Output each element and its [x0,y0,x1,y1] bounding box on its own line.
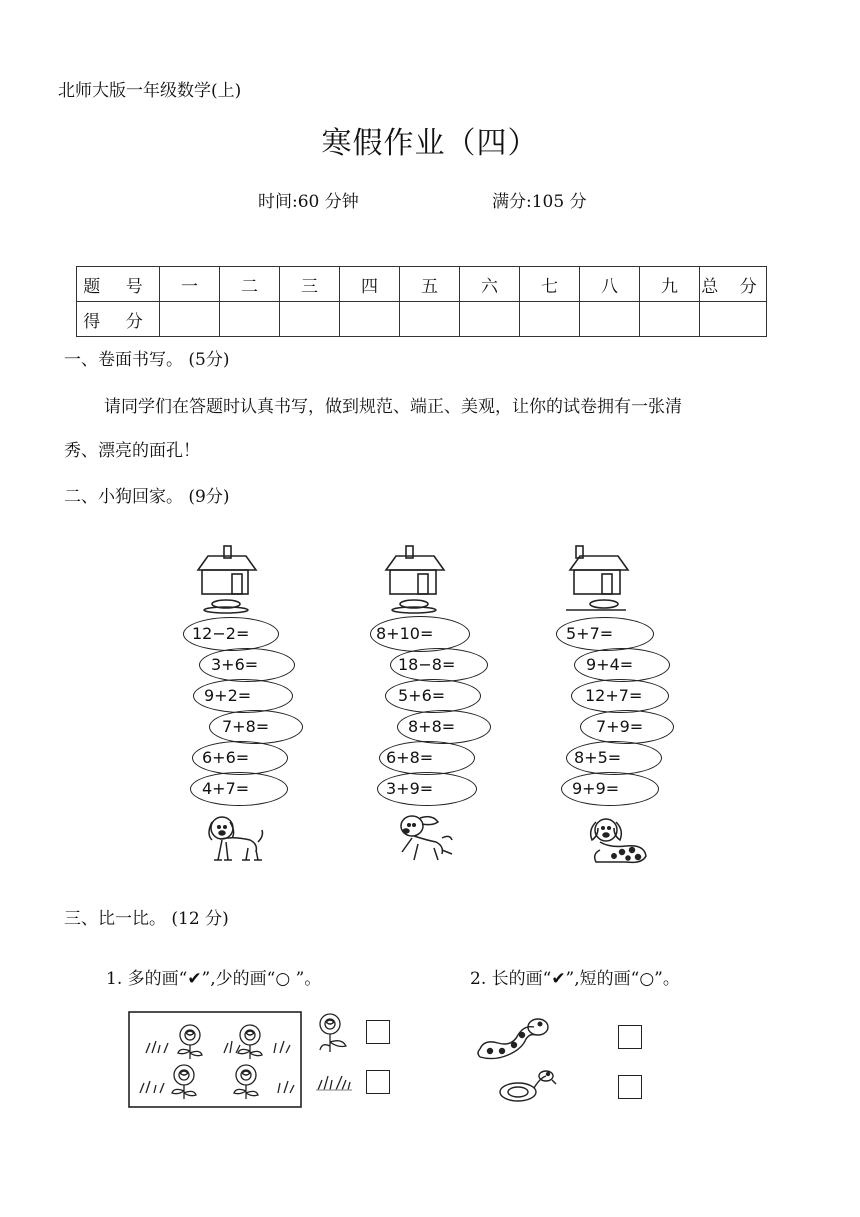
answer-box-flowers[interactable] [366,1020,390,1044]
equation: 7+8= [222,717,270,736]
house-icon [566,544,638,614]
section1-text-line1: 请同学们在答题时认真书写，做到规范、端正、美观，让你的试卷拥有一张清 [104,397,682,417]
full-score: 满分:105 分 [492,192,587,212]
edition-label: 北师大版一年级数学(上) [58,81,242,101]
house-icon [194,544,260,614]
answer-box-short-snake[interactable] [618,1075,642,1099]
equation: 8+5= [574,748,622,767]
row-label-question: 题 号 [77,267,160,302]
section3-heading: 三、比一比。 (12 分) [64,909,229,929]
time-limit: 时间:60 分钟 [258,192,359,212]
col-total: 总 分 [700,267,767,302]
question-2-instruction: 2. 长的画“✔”,短的画“○”。 [470,969,680,989]
page-title: 寒假作业（四） [321,126,539,161]
score-cell[interactable] [280,302,340,337]
score-cell[interactable] [520,302,580,337]
question-1-instruction: 1. 多的画“✔”,少的画“○ ”。 [106,969,322,989]
dog-icon [586,814,652,868]
score-cell[interactable] [460,302,520,337]
equation: 4+7= [202,779,250,798]
equation: 12+7= [585,686,643,705]
equation: 9+9= [572,779,620,798]
equation: 6+6= [202,748,250,767]
equation: 7+9= [596,717,644,736]
col-1: 一 [160,267,220,302]
flower-icon [314,1010,356,1056]
long-snake-icon [474,1013,554,1063]
score-table [76,266,767,337]
equation: 5+6= [398,686,446,705]
score-table-header-row [77,267,767,302]
section2-heading: 二、小狗回家。 (9分) [64,487,230,507]
score-cell[interactable] [640,302,700,337]
col-7: 七 [520,267,580,302]
section1-heading: 一、卷面书写。 (5分) [64,350,230,370]
house-icon [382,544,448,614]
short-snake-icon [496,1068,558,1106]
dog-icon [204,812,268,868]
score-table-score-row [77,302,767,337]
equation: 9+4= [586,655,634,674]
score-cell[interactable] [580,302,640,337]
score-cell[interactable] [400,302,460,337]
dog-icon [392,812,458,868]
col-2: 二 [220,267,280,302]
equation: 9+2= [204,686,252,705]
section1-text-line2: 秀、漂亮的面孔！ [64,441,200,461]
col-6: 六 [460,267,520,302]
col-3: 三 [280,267,340,302]
col-9: 九 [640,267,700,302]
equation: 6+8= [386,748,434,767]
equation: 3+9= [386,779,434,798]
equation: 18−8= [398,655,456,674]
answer-box-long-snake[interactable] [618,1025,642,1049]
flower-group-picture [128,1011,303,1109]
score-cell[interactable] [160,302,220,337]
answer-box-grass[interactable] [366,1070,390,1094]
equation: 12−2= [192,624,250,643]
equation: 5+7= [566,624,614,643]
score-cell[interactable] [220,302,280,337]
score-cell[interactable] [700,302,767,337]
equation: 8+10= [376,624,434,643]
equation: 3+6= [211,655,259,674]
col-8: 八 [580,267,640,302]
col-5: 五 [400,267,460,302]
equation: 8+8= [408,717,456,736]
score-cell[interactable] [340,302,400,337]
grass-icon [314,1070,354,1094]
row-label-score: 得 分 [77,302,160,337]
col-4: 四 [340,267,400,302]
